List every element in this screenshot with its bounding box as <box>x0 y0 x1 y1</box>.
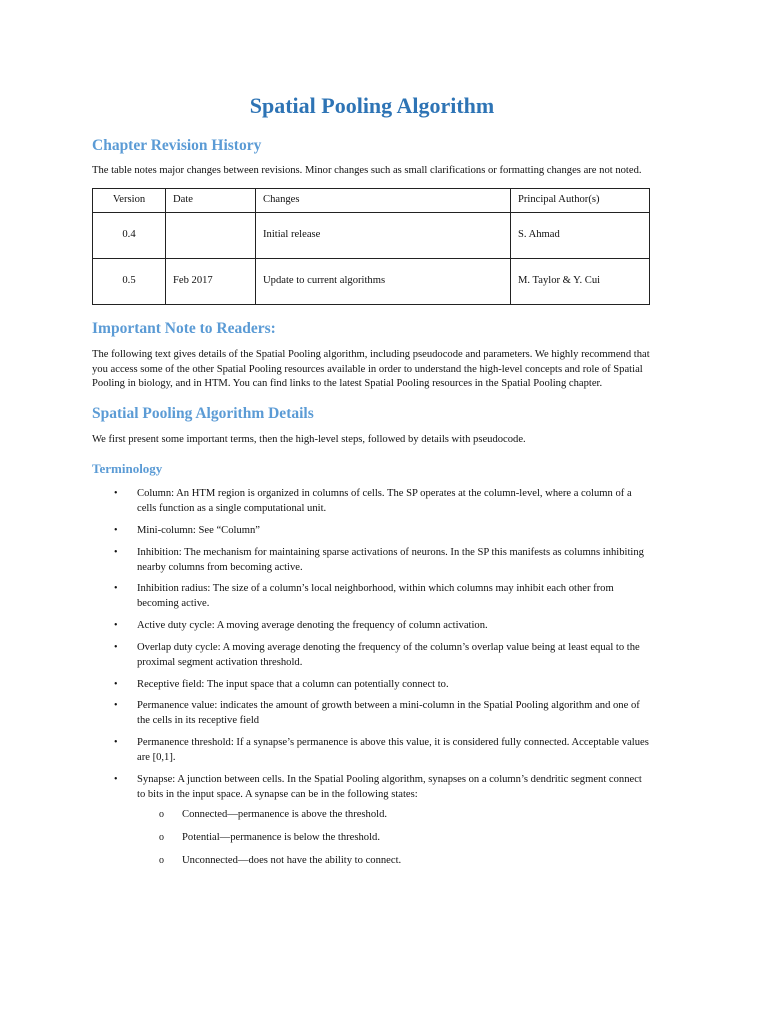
state-text: Unconnected—does not have the ability to connect. <box>182 854 402 866</box>
cell-date <box>166 212 256 258</box>
term-text: Active duty cycle: A moving average denoting the frequency of column activation. <box>137 620 488 632</box>
bullet-icon: • <box>114 546 118 558</box>
sub-bullet-icon: o <box>159 854 164 866</box>
list-item <box>114 736 652 766</box>
table-header-row <box>93 188 650 212</box>
term-text: Column: An HTM region is organized in columns of cells. The SP operates at the column-level, where a column of a cells function as a single computational unit. <box>137 488 632 515</box>
term-text: Permanence value: indicates the amount of growth between a mini-column in the Spatial Pooling algorithm and one of the cells in its receptive field <box>137 700 640 727</box>
terminology-heading: Terminology <box>92 461 163 476</box>
revision-table <box>92 188 650 305</box>
bullet-icon: • <box>114 620 118 632</box>
state-text: Connected—permanence is above the threshold. <box>182 809 388 821</box>
list-item <box>114 524 652 539</box>
bullet-icon: • <box>114 641 118 653</box>
list-item <box>114 487 652 517</box>
list-item <box>159 808 652 823</box>
table-row <box>93 212 650 258</box>
column-header-date: Date <box>166 188 256 212</box>
cell-changes: Initial release <box>256 212 511 258</box>
sub-bullet-icon: o <box>159 809 164 821</box>
important-note-text: The following text gives details of the Spatial Pooling algorithm, including pseudocode and parameters. We highly recommend that you access some of the other Spatial Pooling resources available in order to understand the high-level concepts and role of Spatial Pooling in biology, and in HTM. You can find links to the latest Spatial Pooling resources in the Spatial Pooling chapter. <box>92 348 650 390</box>
page-title: Spatial Pooling Algorithm <box>249 93 495 118</box>
revision-intro: The table notes major changes between revisions. Minor changes such as small clarifications or formatting changes are not noted. <box>92 164 642 176</box>
list-item <box>114 546 652 576</box>
term-text: Overlap duty cycle: A moving average denoting the frequency of the column’s overlap value being at least equal to the proximal segment activation threshold. <box>137 641 640 668</box>
list-item <box>114 773 652 869</box>
term-text: Synapse: A junction between cells. In the Spatial Pooling algorithm, synapses on a column’s dendritic segment connect to bits in the input space. A synapse can be in the following states: <box>137 773 642 800</box>
column-header-version: Version <box>93 188 166 212</box>
list-item <box>114 582 652 612</box>
cell-version: 0.4 <box>93 212 166 258</box>
algorithm-details-text: We first present some important terms, then the high-level steps, followed by details with pseudocode. <box>92 434 526 446</box>
sub-bullet-icon: o <box>159 832 164 844</box>
bullet-icon: • <box>114 583 118 595</box>
column-header-changes: Changes <box>256 188 511 212</box>
bullet-icon: • <box>114 700 118 712</box>
term-text: Inhibition: The mechanism for maintaining sparse activations of neurons. In the SP this manifests as columns inhibiting nearby columns from becoming active. <box>137 546 644 573</box>
cell-authors: M. Taylor & Y. Cui <box>511 258 650 304</box>
cell-date: Feb 2017 <box>166 258 256 304</box>
bullet-icon: • <box>114 678 118 690</box>
cell-authors: S. Ahmad <box>511 212 650 258</box>
cell-changes: Update to current algorithms <box>256 258 511 304</box>
list-item <box>159 854 652 869</box>
state-text: Potential—permanence is below the threshold. <box>182 832 380 844</box>
list-item <box>159 831 652 846</box>
list-item <box>114 699 652 729</box>
cell-version: 0.5 <box>93 258 166 304</box>
term-text: Mini-column: See “Column” <box>137 524 260 536</box>
list-item <box>114 641 652 671</box>
list-item <box>114 619 652 634</box>
column-header-authors: Principal Author(s) <box>511 188 650 212</box>
bullet-icon: • <box>114 773 118 785</box>
revision-history-heading: Chapter Revision History <box>92 137 262 155</box>
term-text: Receptive field: The input space that a column can potentially connect to. <box>137 678 449 690</box>
synapse-states-list <box>137 808 652 868</box>
bullet-icon: • <box>114 524 118 536</box>
list-item <box>114 678 652 693</box>
important-note-heading: Important Note to Readers: <box>92 319 276 337</box>
term-text: Permanence threshold: If a synapse’s permanence is above this value, it is considered fully connected. Acceptable values are [0,1]. <box>137 737 649 763</box>
table-row <box>93 258 650 304</box>
terminology-list <box>92 487 652 869</box>
algorithm-details-heading: Spatial Pooling Algorithm Details <box>92 404 314 422</box>
bullet-icon: • <box>114 488 118 500</box>
bullet-icon: • <box>114 737 118 749</box>
term-text: Inhibition radius: The size of a column’s local neighborhood, within which columns may inhibit each other from becoming active. <box>137 583 614 610</box>
